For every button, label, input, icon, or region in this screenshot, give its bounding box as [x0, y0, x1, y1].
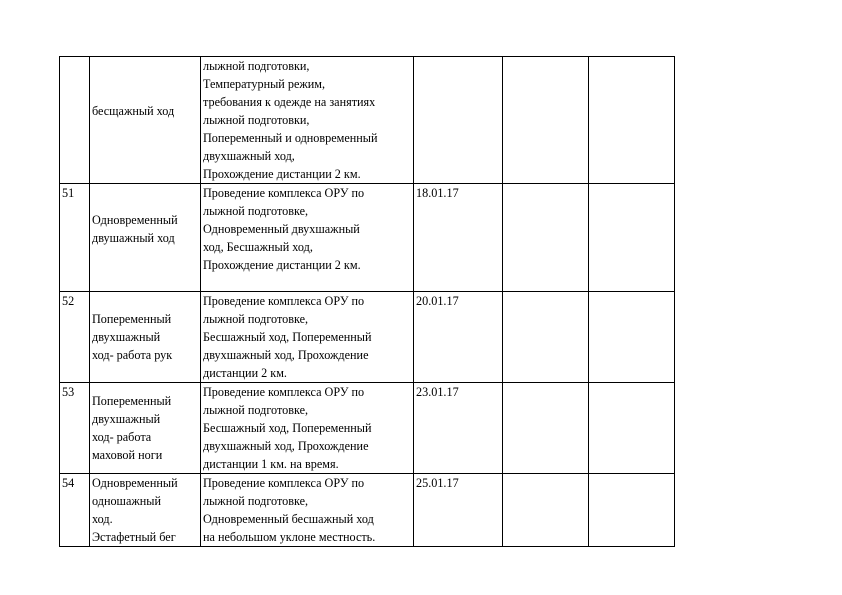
extra-cell	[589, 57, 675, 184]
extra-cell	[503, 184, 589, 292]
table-row	[60, 184, 675, 292]
topic-line: одношажный	[92, 494, 162, 508]
lesson-date-cell: 23.01.17	[414, 383, 503, 474]
table-row	[60, 292, 675, 383]
content-line: лыжной подготовке,	[203, 312, 309, 326]
lesson-content-cell	[201, 474, 414, 547]
lesson-topic-cell	[90, 57, 201, 184]
content-line: Прохождение дистанции 2 км.	[203, 167, 361, 181]
table-row	[60, 474, 675, 547]
topic-line: Попеременный	[92, 394, 172, 408]
topic-line: бесщажный ход	[92, 104, 175, 118]
lesson-content-cell	[201, 184, 414, 292]
lesson-date-cell: 25.01.17	[414, 474, 503, 547]
content-line: лыжной подготовке,	[203, 403, 309, 417]
lesson-topic-cell	[90, 474, 201, 547]
table-row	[60, 383, 675, 474]
extra-cell	[589, 184, 675, 292]
content-line: Прохождение дистанции 2 км.	[203, 258, 361, 272]
content-line: двухшажный ход, Прохождение	[203, 439, 369, 453]
topic-line: Эстафетный бег	[92, 530, 176, 544]
content-line: дистанции 2 км.	[203, 366, 287, 380]
content-line: Бесшажный ход, Попеременный	[203, 421, 372, 435]
topic-line: ход- работа	[92, 430, 152, 444]
content-line: Проведение комплекса ОРУ по	[203, 476, 365, 490]
lesson-topic-cell	[90, 383, 201, 474]
lesson-number-cell: 52	[60, 292, 90, 383]
content-line: Одновременный двухшажный	[203, 222, 360, 236]
content-line: лыжной подготовке,	[203, 204, 309, 218]
topic-line: Одновременный	[92, 476, 178, 490]
lesson-date-cell: 18.01.17	[414, 184, 503, 292]
lesson-number-cell: 54	[60, 474, 90, 547]
content-line: Проведение комплекса ОРУ по	[203, 186, 365, 200]
lesson-date-cell	[414, 57, 503, 184]
content-line: Одновременный бесшажный ход	[203, 512, 374, 526]
lesson-number-cell	[60, 57, 90, 184]
lesson-number-cell: 51	[60, 184, 90, 292]
extra-cell	[589, 383, 675, 474]
content-line: Проведение комплекса ОРУ по	[203, 385, 365, 399]
lesson-plan-table	[59, 56, 675, 547]
extra-cell	[503, 57, 589, 184]
content-line: двухшажный ход,	[203, 149, 295, 163]
content-line: Температурный режим,	[203, 77, 326, 91]
content-line: Проведение комплекса ОРУ по	[203, 294, 365, 308]
extra-cell	[503, 474, 589, 547]
table-row	[60, 57, 675, 184]
extra-cell	[503, 383, 589, 474]
topic-line: ход.	[92, 512, 113, 526]
content-line: лыжной подготовке,	[203, 494, 309, 508]
content-line: на небольшом уклоне местность.	[203, 530, 376, 544]
topic-line: Попеременный	[92, 312, 172, 326]
topic-line: маховой ноги	[92, 448, 163, 462]
content-line: ход, Бесшажный ход,	[203, 240, 313, 254]
extra-cell	[589, 474, 675, 547]
topic-line: ход- работа рук	[92, 348, 173, 362]
content-line: Попеременный и одновременный	[203, 131, 378, 145]
lesson-date-cell: 20.01.17	[414, 292, 503, 383]
topic-line: двушажный ход	[92, 231, 175, 245]
content-line: дистанции 1 км. на время.	[203, 457, 339, 471]
content-line: двухшажный ход, Прохождение	[203, 348, 369, 362]
lesson-number-cell: 53	[60, 383, 90, 474]
extra-cell	[503, 292, 589, 383]
lesson-content-cell	[201, 57, 414, 184]
content-line: Бесшажный ход, Попеременный	[203, 330, 372, 344]
lesson-content-cell	[201, 383, 414, 474]
extra-cell	[589, 292, 675, 383]
topic-line: двухшажный	[92, 412, 161, 426]
lesson-topic-cell	[90, 292, 201, 383]
lesson-topic-cell	[90, 184, 201, 292]
content-line: лыжной подготовки,	[203, 113, 310, 127]
content-line: лыжной подготовки,	[203, 59, 310, 73]
lesson-content-cell	[201, 292, 414, 383]
topic-line: двухшажный	[92, 330, 161, 344]
topic-line: Одновременный	[92, 213, 178, 227]
content-line: требования к одежде на занятиях	[203, 95, 376, 109]
